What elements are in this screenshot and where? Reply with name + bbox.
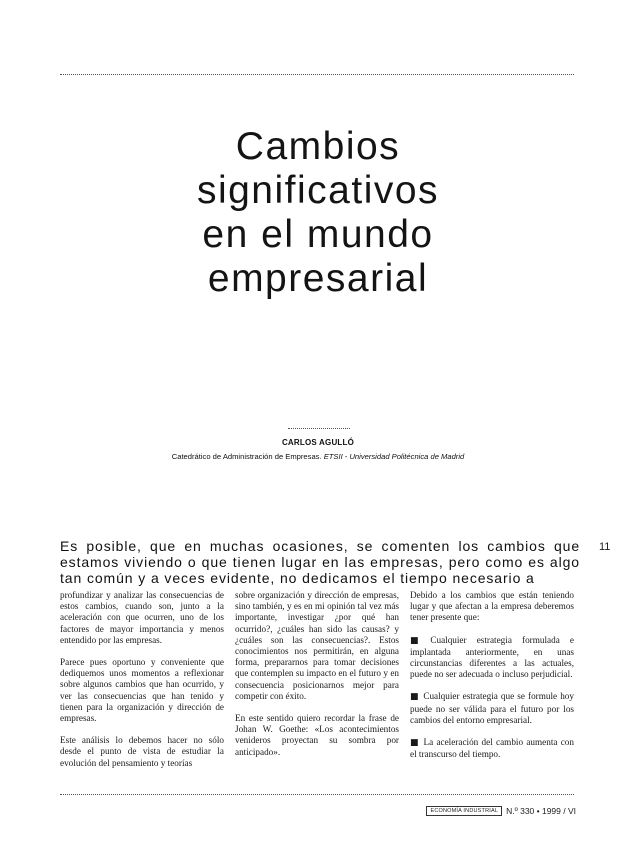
paragraph: Parece pues oportuno y conveniente que dediquemos unos momentos a reflexionar sobre algunos cambios que han ocurrido, y ver las consecuencias que han tenido y tienen para la organización y dirección de empresas. — [60, 657, 224, 724]
title-line-4: empresarial — [207, 257, 429, 300]
body-column-1 — [60, 590, 224, 780]
page-number: 11 — [599, 541, 611, 553]
body-column-3 — [410, 590, 574, 771]
journal-name: ECONOMÍA INDUSTRIAL — [426, 806, 502, 816]
page-footer — [426, 806, 576, 816]
title-line-2: significativos — [196, 169, 440, 212]
paragraph: sobre organización y dirección de empresas, sino también, y es en mi opinión tal vez más importante, investigar ¿por qué han ocurrido?, ¿cuáles han sido las causas? y ¿cuáles son las consecuencias?. Estos conocimientos nos permitirán, en alguna forma, prepararnos para tomar decisiones que contemplen su impacto en el futuro y en consecuencia posicionarnos mejor para competir con éxito. — [235, 590, 399, 701]
affiliation-role: Catedrático de Administración de Empresas. — [171, 452, 322, 461]
title-line-1: Cambios — [235, 125, 401, 168]
bottom-dotted-rule — [60, 794, 574, 795]
author-affiliation — [0, 452, 636, 461]
author-name: CARLOS AGULLÓ — [281, 438, 355, 447]
paragraph: Debido a los cambios que están teniendo lugar y que afectan a la empresa deberemos tener presente que: — [410, 590, 574, 623]
bullet-item: ■ La aceleración del cambio aumenta con el transcurso del tiempo. — [410, 737, 574, 760]
body-column-2 — [235, 590, 399, 769]
paragraph: profundizar y analizar las consecuencias de estos cambios, cuando son, junto a la aceleración con que ocurren, uno de los factores de mayor importancia y menos entendido por las empresas. — [60, 590, 224, 645]
paragraph: En este sentido quiero recordar la frase de Johan W. Goethe: «Los acontecimientos venideros proyectan su sombra por anticipado». — [235, 713, 399, 757]
top-dotted-rule — [60, 74, 574, 75]
paragraph: Este análisis lo debemos hacer no sólo desde el punto de vista de estudiar la evolución del pensamiento y teorías — [60, 735, 224, 768]
title-line-3: en el mundo — [202, 213, 434, 256]
issue-number: N.º 330 • 1999 / VI — [506, 806, 576, 816]
bullet-item: ■ Cualquier estrategia formulada e implantada anteriormente, en unas circunstancias diferentes a las actuales, puede no ser adecuada o incluso perjudicial. — [410, 635, 574, 681]
author-divider — [288, 428, 350, 429]
bullet-item: ■ Cualquier estrategia que se formule hoy puede no ser válida para el futuro por los cambios del entorno empresarial. — [410, 691, 574, 726]
affiliation-institution: ETSII - Universidad Politécnica de Madrid — [323, 452, 465, 461]
lead-paragraph: Es posible, que en muchas ocasiones, se comenten los cambios que estamos viviendo o que tienen lugar en las empresas, pero como es algo tan común y a veces evidente, no dedicamos el tiempo necesario a — [60, 538, 580, 586]
article-title — [150, 125, 486, 301]
